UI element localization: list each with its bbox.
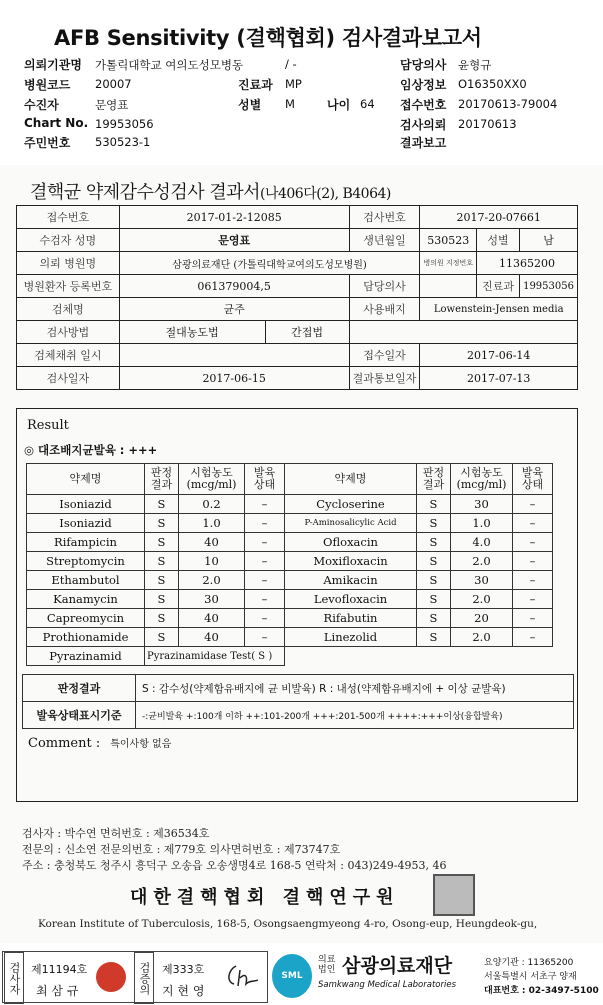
reviewer-label: 검증의	[134, 952, 154, 1004]
cell-label: 수검자 성명	[17, 229, 120, 252]
drug-row	[27, 495, 553, 514]
drug-table	[26, 463, 553, 666]
cell-label: 검체명	[17, 298, 120, 321]
drug-result: S	[417, 571, 451, 590]
drug-conc: 2.0	[451, 552, 513, 571]
col-header: 발육 상태	[513, 464, 553, 495]
label-receipt-no: 접수번호	[400, 98, 447, 112]
drug-result: S	[417, 552, 451, 571]
drug-result: S	[145, 533, 179, 552]
drug-conc: 40	[179, 609, 245, 628]
cell-label: 성별	[477, 229, 520, 252]
drug-name: Moxifloxacin	[285, 552, 417, 571]
label-hospital-code: 병원코드	[24, 78, 71, 92]
drug-conc: 10	[179, 552, 245, 571]
value-resident-no: 530523-1	[95, 135, 151, 149]
drug-name: Rifabutin	[285, 609, 417, 628]
value-sex: M	[285, 97, 295, 111]
value-test-request: 20170613	[458, 117, 517, 131]
col-header: 약제명	[285, 464, 417, 495]
cell-method1: 절대농도법	[119, 321, 265, 344]
drug-name: Linezolid	[285, 628, 417, 647]
cell-specimen: 균주	[119, 298, 349, 321]
footer-address: 주소 : 충청북도 청주시 흥덕구 오송읍 오송생명4로 168-5 연락처 : 043)249-4953, 46	[22, 859, 447, 872]
cell-label: 사용배지	[349, 298, 420, 321]
growth-criteria-label: 발육상태표시기준	[23, 702, 136, 729]
growth-criteria-text: -:균비발육 +:100개 이하 ++:101-200개 +++:201-500개 ++++:+++이상(융합발육)	[136, 702, 574, 729]
drug-growth: –	[245, 571, 285, 590]
drug-name: P-Aminosalicylic Acid	[285, 514, 417, 533]
drug-name: Streptomycin	[27, 552, 145, 571]
drug-result: S	[145, 609, 179, 628]
col-header: 판정 결과	[145, 464, 179, 495]
value-department: MP	[285, 77, 302, 91]
cell-label: 검사방법	[17, 321, 120, 344]
cell-receive: 2017-06-14	[420, 344, 578, 367]
cell-doctor	[420, 275, 477, 298]
lab-prefix: 의료법인	[318, 955, 336, 975]
drug-conc: 1.0	[179, 514, 245, 533]
value-receipt-no: 20170613-79004	[458, 97, 558, 111]
drug-result: S	[145, 514, 179, 533]
cell-dept: 19953056	[520, 275, 578, 298]
cell-hosp-code: 11365200	[477, 252, 578, 275]
label-attending-doctor: 담당의사	[400, 58, 447, 72]
drug-name: Prothionamide	[27, 628, 145, 647]
comment	[28, 735, 171, 751]
drug-conc: 30	[451, 495, 513, 514]
cell-label: 진료과	[477, 275, 520, 298]
col-header: 시험농도 (mcg/ml)	[451, 464, 513, 495]
reviewer-name: 지 현 영	[162, 984, 205, 998]
checker-name: 최 삼 규	[36, 984, 79, 998]
info-table	[16, 205, 578, 390]
value-chart-no: 19953056	[95, 117, 154, 131]
label-requesting-institution: 의뢰기관명	[24, 58, 82, 72]
drug-row	[27, 590, 553, 609]
cell-label: 의뢰 병원명	[17, 252, 120, 275]
result-title: Result	[27, 418, 69, 433]
drug-conc: 1.0	[451, 514, 513, 533]
cell-label: 담당의사	[349, 275, 420, 298]
lab-code: 요양기관 : 11365200	[484, 958, 574, 968]
col-header: 시험농도 (mcg/ml)	[179, 464, 245, 495]
value-ward: / -	[285, 57, 297, 71]
drug-result: S	[417, 533, 451, 552]
drug-growth: –	[245, 533, 285, 552]
cell-hospital: 삼광의료재단 (가톨릭대학교여의도성모병원)	[119, 252, 420, 275]
value-age: 64	[360, 97, 375, 111]
cell-label: 검사번호	[349, 206, 420, 229]
drug-result: S	[145, 628, 179, 647]
drug-growth: –	[245, 495, 285, 514]
drug-conc: 30	[451, 571, 513, 590]
drug-row	[27, 609, 553, 628]
cell-label: 접수번호	[17, 206, 120, 229]
control-growth: ◎ 대조배지균발육 : +++	[24, 443, 158, 457]
drug-row	[27, 552, 553, 571]
drug-row	[27, 571, 553, 590]
drug-name: Cycloserine	[285, 495, 417, 514]
drug-result: S	[417, 514, 451, 533]
label-clinical-info: 임상정보	[400, 78, 447, 92]
label-result-report: 결과보고	[400, 136, 447, 150]
drug-result: S	[417, 590, 451, 609]
cell-collect	[119, 344, 349, 367]
legend-table	[22, 674, 574, 729]
drug-conc: 20	[451, 609, 513, 628]
cell-label: 생년월일	[349, 229, 420, 252]
checker-no: 제11194호	[31, 963, 88, 976]
org-name: 대한결핵협회 결핵연구원	[130, 887, 400, 908]
cell-label: 결과통보일자	[349, 367, 420, 390]
drug-growth: –	[513, 609, 553, 628]
label-age: 나이	[327, 98, 351, 112]
drug-name: Isoniazid	[27, 495, 145, 514]
lab-english: Samkwang Medical Laboratories	[318, 980, 457, 990]
drug-conc: 30	[179, 590, 245, 609]
cell-empty	[349, 321, 577, 344]
label-chart-no: Chart No.	[24, 116, 89, 130]
drug-conc: 0.2	[179, 495, 245, 514]
lab-phone: 대표번호 : 02-3497-5100	[484, 986, 599, 996]
label-sex: 성별	[238, 98, 262, 112]
cell-method2: 간접법	[265, 321, 349, 344]
drug-name: Ofloxacin	[285, 533, 417, 552]
cell-sex: 남	[520, 229, 578, 252]
drug-row	[27, 514, 553, 533]
checker-label: 검사자	[4, 952, 24, 1004]
label-patient: 수진자	[24, 98, 59, 112]
cell-medium: Lowenstein-Jensen media	[420, 298, 578, 321]
cell-label: 검사일자	[17, 367, 120, 390]
comment-label: Comment :	[28, 736, 101, 751]
drug-result: S	[417, 495, 451, 514]
cell-birth: 530523	[420, 229, 477, 252]
cell-notify: 2017-07-13	[420, 367, 578, 390]
pza-result: Pyrazinamidase Test( S )	[145, 647, 285, 666]
drug-growth: –	[245, 628, 285, 647]
col-header: 약제명	[27, 464, 145, 495]
reviewer-no: 제333호	[162, 963, 205, 976]
drug-conc: 40	[179, 628, 245, 647]
drug-name: Amikacin	[285, 571, 417, 590]
drug-name: Levofloxacin	[285, 590, 417, 609]
footer-specialist: 전문의 : 신소연 전문의번호 : 제779호 의사면허번호 : 제73747호	[22, 843, 341, 856]
drug-result: S	[145, 571, 179, 590]
judge-text: S : 감수성(약제함유배지에 균 비발육) R : 내성(약제함유배지에 + 이상 균발육)	[136, 675, 574, 702]
drug-growth: –	[513, 495, 553, 514]
drug-name: Rifampicin	[27, 533, 145, 552]
drug-result: S	[417, 628, 451, 647]
drug-name: Isoniazid	[27, 514, 145, 533]
cell-label: 병의원 지정번호	[420, 252, 477, 275]
col-header: 판정 결과	[417, 464, 451, 495]
drug-result: S	[145, 590, 179, 609]
cell-reg-id: 061379004,5	[119, 275, 349, 298]
cell-label: 병원환자 등록번호	[17, 275, 120, 298]
value-requesting-institution: 가톨릭대학교 여의도성모병동	[95, 58, 244, 72]
label-department: 진료과	[238, 78, 273, 92]
label-resident-no: 주민번호	[24, 136, 71, 150]
drug-growth: –	[513, 514, 553, 533]
drug-conc: 2.0	[451, 590, 513, 609]
drug-result: S	[145, 552, 179, 571]
drug-growth: –	[245, 590, 285, 609]
col-header: 발육 상태	[245, 464, 285, 495]
doc-subtitle: (나406다(2), B4064)	[260, 186, 391, 202]
drug-growth: –	[513, 628, 553, 647]
pza-spacer	[285, 647, 553, 666]
doc-title	[30, 178, 391, 204]
drug-conc: 2.0	[179, 571, 245, 590]
drug-growth: –	[245, 609, 285, 628]
cell-reg-no: 2017-01-2-12085	[119, 206, 349, 229]
value-clinical-info: O16350XX0	[458, 77, 527, 91]
drug-result: S	[145, 495, 179, 514]
sml-logo-text: SML	[281, 971, 303, 981]
comment-text: 특이사항 없음	[110, 739, 172, 750]
drug-growth: –	[513, 590, 553, 609]
org-english: Korean Institute of Tuberculosis, 168-5, Osongsaengmyeong 4-ro, Osong-eup, Heungdeok-gu,	[38, 918, 538, 930]
cell-test-date: 2017-06-15	[119, 367, 349, 390]
value-hospital-code: 20007	[95, 77, 132, 91]
drug-growth: –	[513, 533, 553, 552]
drug-growth: –	[245, 514, 285, 533]
drug-growth: –	[245, 552, 285, 571]
org-seal-icon	[433, 874, 475, 916]
value-attending-doctor: 윤형규	[458, 58, 492, 72]
judge-label: 판정결과	[23, 675, 136, 702]
report-title: AFB Sensitivity (결핵협회) 검사결과보고서	[54, 26, 482, 50]
footer-tester: 검사자 : 박수연 면허번호 : 제36534호	[22, 827, 210, 840]
signature-box	[2, 951, 268, 1003]
cell-test-no: 2017-20-07661	[420, 206, 578, 229]
cell-label: 접수일자	[349, 344, 420, 367]
pza-name: Pyrazinamid	[27, 647, 145, 666]
drug-growth: –	[513, 552, 553, 571]
cell-patient: 문영표	[119, 229, 349, 252]
value-patient: 문영표	[95, 98, 129, 112]
doc-title-text: 결핵균 약제감수성검사 결과서	[30, 182, 260, 203]
drug-row	[27, 533, 553, 552]
drug-row	[27, 628, 553, 647]
lab-address: 서울특별시 서초구 양재	[484, 972, 577, 982]
sml-logo-icon	[272, 954, 312, 998]
drug-conc: 4.0	[451, 533, 513, 552]
drug-name: Capreomycin	[27, 609, 145, 628]
drug-name: Ethambutol	[27, 571, 145, 590]
lab-name: 삼광의료재단	[342, 955, 453, 977]
drug-conc: 2.0	[451, 628, 513, 647]
cell-label: 검체채취 일시	[17, 344, 120, 367]
label-test-request: 검사의뢰	[400, 118, 447, 132]
drug-name: Kanamycin	[27, 590, 145, 609]
drug-result: S	[417, 609, 451, 628]
drug-growth: –	[513, 571, 553, 590]
drug-conc: 40	[179, 533, 245, 552]
